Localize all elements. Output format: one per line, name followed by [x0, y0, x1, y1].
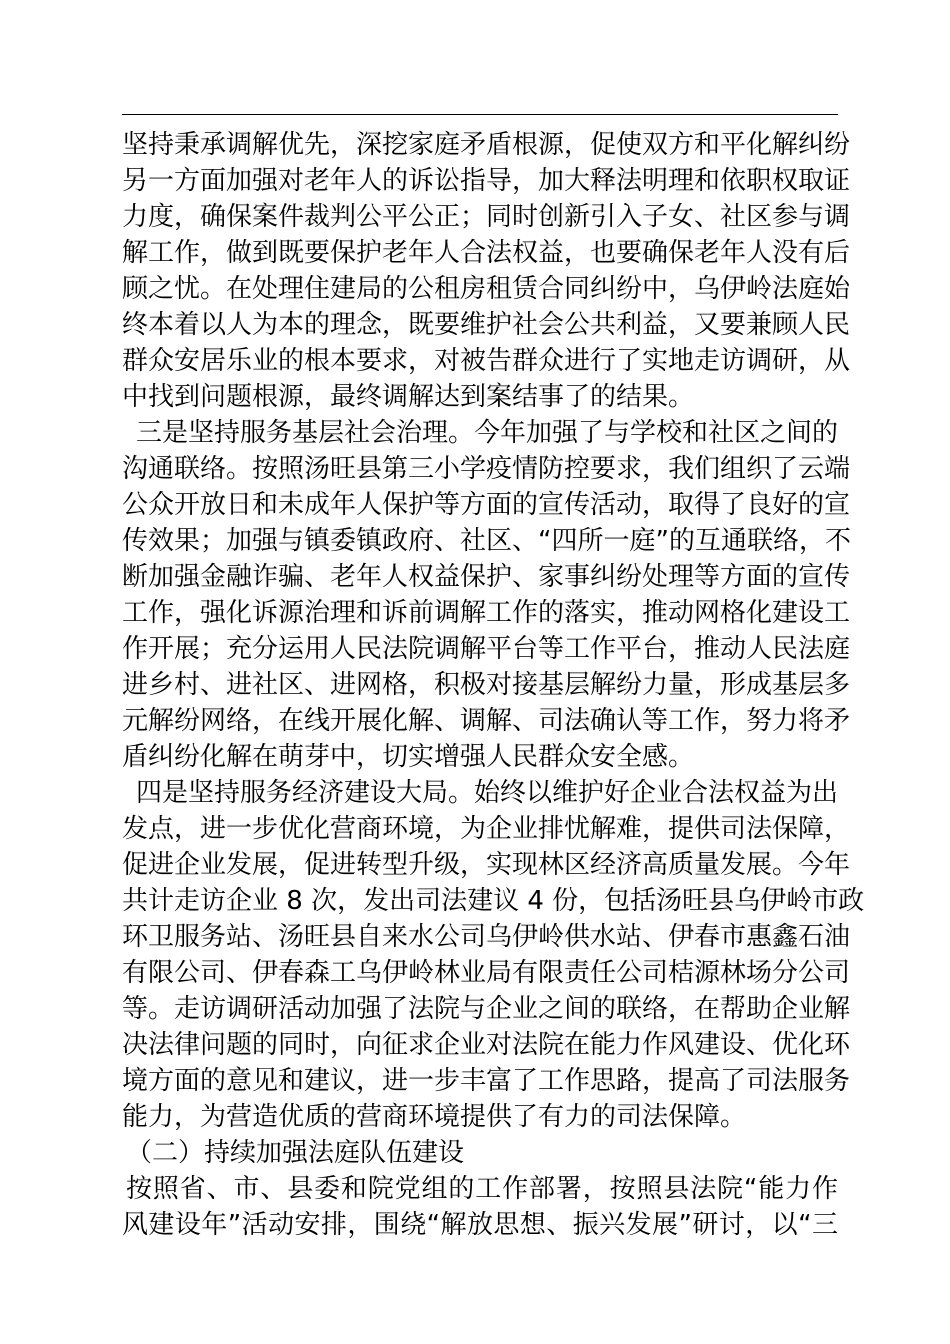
text-line: 环卫服务站、汤旺县自来水公司乌伊岭供水站、伊春市惠鑫石油 [122, 922, 851, 952]
text-line: 风建设年”活动安排，围绕“解放思想、振兴发展”研讨，以“三 [122, 1210, 838, 1240]
paragraph-start-line: 四是坚持服务经济建设大局。始终以维护好企业合法权益为出 [136, 778, 839, 808]
paragraph-start-line: 按照省、市、县委和院党组的工作部署，按照县法院“能力作 [126, 1174, 838, 1204]
text-line: 沟通联络。按照汤旺县第三小学疫情防控要求，我们组织了云端 [122, 454, 851, 484]
text-line: 公众开放日和未成年人保护等方面的宣传活动，取得了良好的宣 [122, 490, 851, 520]
text-line: 盾纠纷化解在萌芽中，切实增强人民群众安全感。 [122, 742, 695, 772]
text-line: 另一方面加强对老年人的诉讼指导，加大释法明理和依职权取证 [122, 166, 851, 196]
text-line: 决法律问题的同时，向征求企业对法院在能力作风建设、优化环 [122, 1030, 851, 1060]
text-line: 中找到问题根源，最终调解达到案结事了的结果。 [122, 382, 695, 412]
section-heading: （二）持续加强法庭队伍建设 [126, 1138, 465, 1168]
text-line: 发点，进一步优化营商环境，为企业排忧解难，提供司法保障， [122, 814, 851, 844]
paragraph-start-line: 三是坚持服务基层社会治理。今年加强了与学校和社区之间的 [136, 418, 839, 448]
text-line: 境方面的意见和建议，进一步丰富了工作思路，提高了司法服务 [122, 1066, 851, 1096]
text-line: 共计走访企业 8 次，发出司法建议 4 份，包括汤旺县乌伊岭市政 [122, 886, 865, 916]
text-line: 传效果；加强与镇委镇政府、社区、“四所一庭”的互通联络，不 [122, 526, 851, 556]
text-line: 解工作，做到既要保护老年人合法权益，也要确保老年人没有后 [122, 238, 851, 268]
text-line: 能力，为营造优质的营商环境提供了有力的司法保障。 [122, 1102, 747, 1132]
header-rule [122, 114, 838, 115]
document-body [122, 127, 865, 1243]
text-line: 有限公司、伊春森工乌伊岭林业局有限责任公司桔源林场分公司 [122, 958, 851, 988]
text-line: 工作，强化诉源治理和诉前调解工作的落实，推动网格化建设工 [122, 598, 851, 628]
text-line: 力度，确保案件裁判公平公正；同时创新引入子女、社区参与调 [122, 202, 851, 232]
text-line: 作开展；充分运用人民法院调解平台等工作平台，推动人民法庭 [122, 634, 851, 664]
text-line: 进乡村、进社区、进网格，积极对接基层解纷力量，形成基层多 [122, 670, 851, 700]
text-line: 坚持秉承调解优先，深挖家庭矛盾根源，促使双方和平化解纠纷 [122, 130, 851, 160]
text-line: 等。走访调研活动加强了法院与企业之间的联络，在帮助企业解 [122, 994, 851, 1024]
text-line: 群众安居乐业的根本要求，对被告群众进行了实地走访调研，从 [122, 346, 851, 376]
text-line: 促进企业发展，促进转型升级，实现林区经济高质量发展。今年 [122, 850, 851, 880]
text-line: 顾之忧。在处理住建局的公租房租赁合同纠纷中，乌伊岭法庭始 [122, 274, 851, 304]
text-line: 终本着以人为本的理念，既要维护社会公共利益，又要兼顾人民 [122, 310, 851, 340]
text-line: 元解纷网络，在线开展化解、调解、司法确认等工作，努力将矛 [122, 706, 851, 736]
text-line: 断加强金融诈骗、老年人权益保护、家事纠纷处理等方面的宣传 [122, 562, 851, 592]
